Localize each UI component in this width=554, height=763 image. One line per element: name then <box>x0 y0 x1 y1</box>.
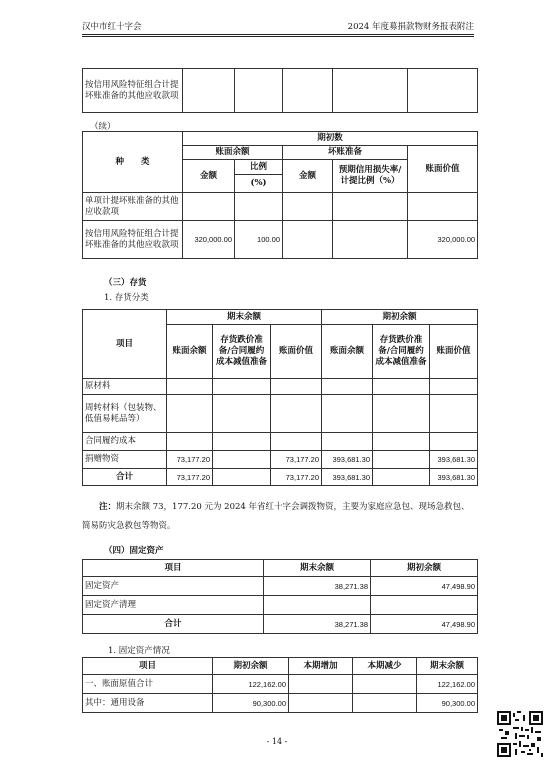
header-begin-balance: 期初余额 <box>213 658 289 675</box>
note-prefix: 注： <box>99 502 117 512</box>
section-fixed-assets-title: （四）固定资产 <box>104 546 164 556</box>
cell <box>213 379 271 395</box>
cell-end <box>264 596 371 615</box>
cell: 393,681.30 <box>322 451 373 469</box>
cell-begin: 90,300.00 <box>213 694 289 713</box>
cell-end: 122,162.00 <box>417 675 478 694</box>
cell-end: 90,300.00 <box>417 694 478 713</box>
header-item: 项目 <box>83 560 264 577</box>
header-begin-balance: 期初余额 <box>371 560 478 577</box>
inventory-note <box>82 498 476 536</box>
section-inventory-subtitle: 1. 存货分类 <box>104 293 149 303</box>
cell <box>271 395 322 433</box>
page-number: - 14 - <box>266 737 288 746</box>
cell <box>271 433 322 451</box>
section-inventory-title: （三）存货 <box>104 278 147 288</box>
cell-amount <box>183 193 235 221</box>
header-ratio: 比例 <box>235 160 282 175</box>
cell: 73,177.20 <box>271 469 322 486</box>
cell <box>167 379 213 395</box>
fixed-assets-subtitle: 1. 固定资产情况 <box>108 646 170 656</box>
cell-begin <box>371 596 478 615</box>
cell-dec <box>353 694 417 713</box>
header-opening: 期初数 <box>183 132 478 146</box>
cell-begin: 47,498.90 <box>371 615 478 634</box>
row-label-total: 合计 <box>83 615 264 634</box>
cell-inc <box>289 694 353 713</box>
continued-label: （续） <box>90 122 116 132</box>
cell <box>322 433 373 451</box>
header-decrease: 本期减少 <box>353 658 417 675</box>
row-label: 周转材料（包装物、低值易耗品等） <box>83 395 167 433</box>
cell <box>167 395 213 433</box>
cell <box>430 433 478 451</box>
cell-inc <box>289 675 353 694</box>
table-fixed-assets <box>82 559 478 634</box>
header-book-value: 账面价值 <box>271 325 322 379</box>
qr-code-icon <box>497 711 543 757</box>
header-amount2: 金额 <box>283 160 333 193</box>
header-end-balance: 期末余额 <box>167 310 322 325</box>
header-amount: 金额 <box>183 160 235 193</box>
row-label-total: 合计 <box>83 469 167 486</box>
header-bad-debt: 坏账准备 <box>283 146 408 160</box>
cell-dec <box>353 675 417 694</box>
row-label: 原材料 <box>83 379 167 395</box>
header-book-value: 账面价值 <box>430 325 478 379</box>
cell: 393,681.30 <box>430 469 478 486</box>
cell: 393,681.30 <box>322 469 373 486</box>
cell: 73,177.20 <box>167 469 213 486</box>
cell <box>322 379 373 395</box>
cell <box>213 451 271 469</box>
cell-bad-amount <box>283 221 333 259</box>
header-book-balance: 账面余额 <box>183 146 283 160</box>
row-label: 一、账面原值合计 <box>83 675 213 694</box>
cell <box>430 395 478 433</box>
header-book-value: 账面价值 <box>408 146 478 193</box>
cell-end: 38,271.38 <box>264 615 371 634</box>
cell-bad-amount <box>283 193 333 221</box>
cell: 73,177.20 <box>167 451 213 469</box>
header-end-balance: 期末余额 <box>417 658 478 675</box>
row-label: 其中：通用设备 <box>83 694 213 713</box>
header-increase: 本期增加 <box>289 658 353 675</box>
cell <box>373 469 430 486</box>
row-label: 按信用风险特征组合计提坏账准备的其他应收款项 <box>83 221 183 259</box>
row-label: 合同履约成本 <box>83 433 167 451</box>
cell <box>373 379 430 395</box>
cell <box>322 395 373 433</box>
row-label: 单项计提坏账准备的其他应收款项 <box>83 193 183 221</box>
header-book-balance: 账面余额 <box>167 325 213 379</box>
cell <box>271 379 322 395</box>
cell: 393,681.30 <box>430 451 478 469</box>
cell <box>373 451 430 469</box>
header-begin-balance: 期初余额 <box>322 310 478 325</box>
cell <box>213 433 271 451</box>
cell <box>373 433 430 451</box>
cell-rate <box>333 221 408 259</box>
header-ratio-unit: (%) <box>250 178 267 188</box>
cell-book-value: 320,000.00 <box>408 221 478 259</box>
header-book-balance: 账面余额 <box>322 325 373 379</box>
header-expected-rate: 预期信用损失率/计提比例（%） <box>333 160 408 193</box>
table-inventory <box>82 309 478 486</box>
header-right: 2024 年度募捐款物财务报表附注 <box>347 22 474 32</box>
table-fixed-assets-detail <box>82 657 478 713</box>
row-label: 按信用风险特征组合计提坏账准备的其他应收款项 <box>83 69 183 113</box>
header-item: 项目 <box>83 310 167 379</box>
cell <box>213 469 271 486</box>
row-label: 固定资产清理 <box>83 596 264 615</box>
cell-ratio: 100.00 <box>235 221 283 259</box>
page-header <box>82 20 474 35</box>
cell-end: 38,271.38 <box>264 577 371 596</box>
cell <box>430 379 478 395</box>
cell-book-value <box>408 193 478 221</box>
cell <box>213 395 271 433</box>
cell <box>167 433 213 451</box>
cell-begin: 47,498.90 <box>371 577 478 596</box>
cell-rate <box>333 193 408 221</box>
header-provision: 存货跌价准备/合同履约成本减值准备 <box>373 325 430 379</box>
header-end-balance: 期末余额 <box>264 560 371 577</box>
note-text: 期末余额 73，177.20 元为 2024 年省红十字会调拨物资，主要为家庭应急包、现场急救包、简易防灾急救包等物资。 <box>82 502 470 531</box>
table-credit-risk-top <box>82 68 478 113</box>
header-ratio-cell <box>235 160 283 193</box>
table-receivables-continued <box>82 131 478 259</box>
cell: 73,177.20 <box>271 451 322 469</box>
row-label: 固定资产 <box>83 577 264 596</box>
header-kind: 种 类 <box>83 132 183 193</box>
cell-amount: 320,000.00 <box>183 221 235 259</box>
header-item: 项目 <box>83 658 213 675</box>
cell <box>373 395 430 433</box>
row-label: 捐赠物资 <box>83 451 167 469</box>
cell-ratio <box>235 193 283 221</box>
header-provision: 存货跌价准备/合同履约成本减值准备 <box>213 325 271 379</box>
cell-begin: 122,162.00 <box>213 675 289 694</box>
header-left: 汉中市红十字会 <box>82 22 142 32</box>
